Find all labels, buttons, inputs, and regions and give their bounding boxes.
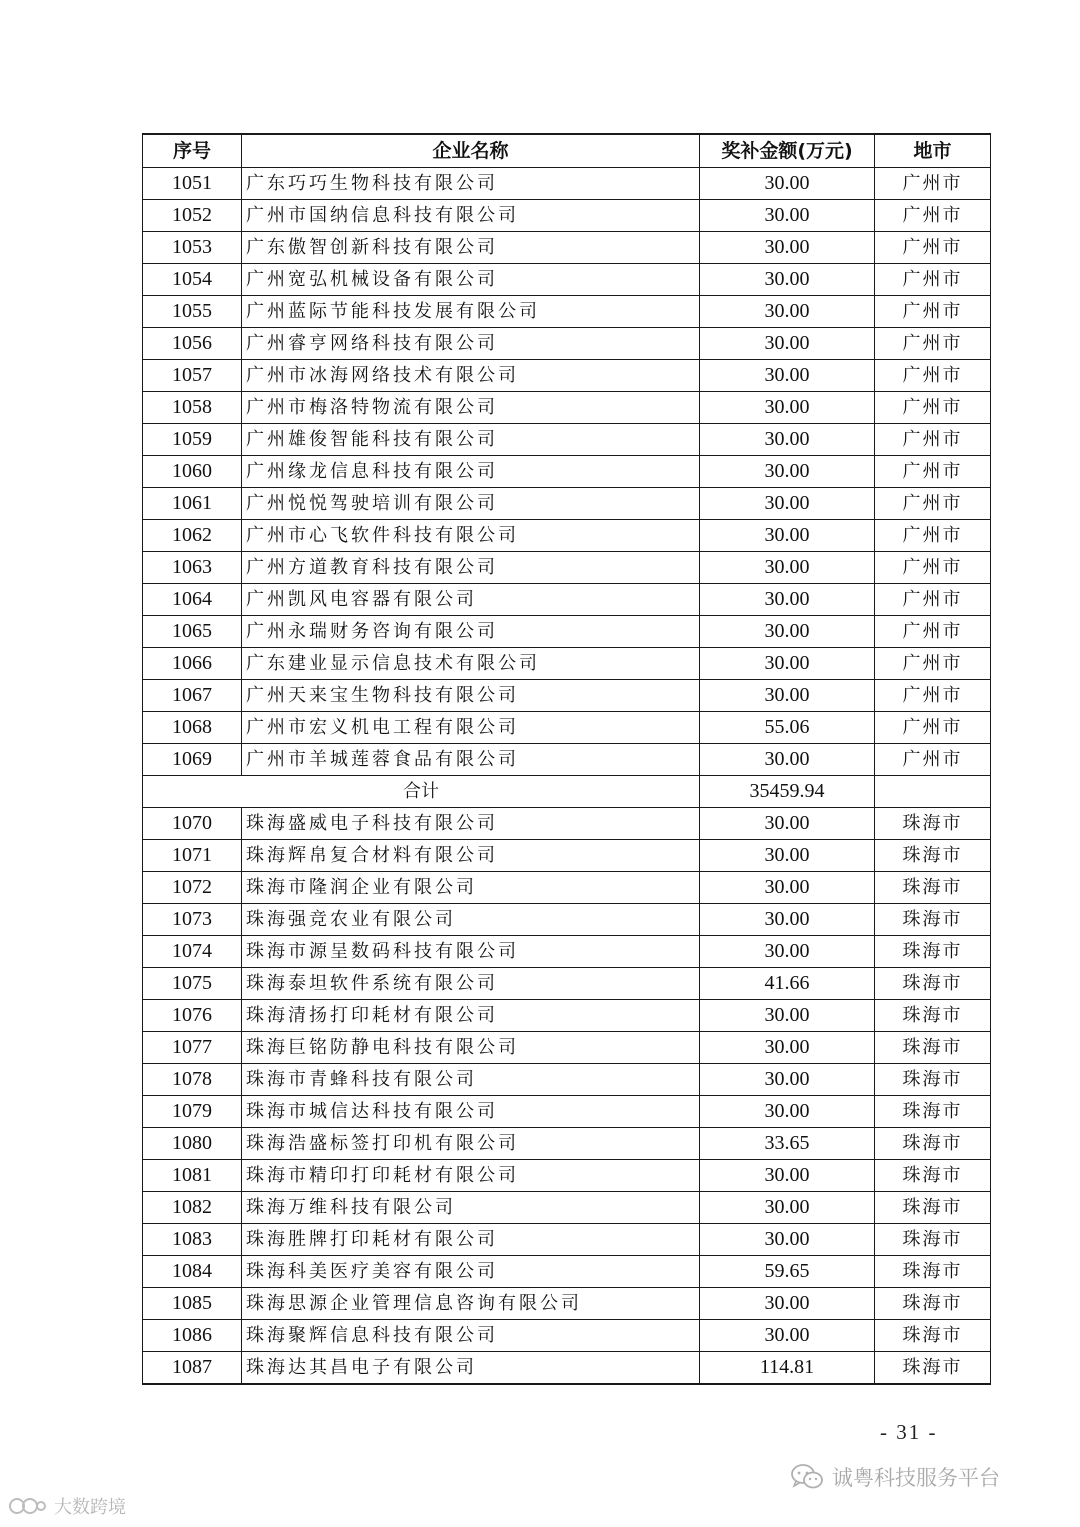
cell-company-name: 珠海科美医疗美容有限公司: [242, 1256, 700, 1288]
cell-city: 珠海市: [875, 872, 991, 904]
header-company-name: 企业名称: [242, 134, 700, 168]
cell-city: 珠海市: [875, 1128, 991, 1160]
cell-company-name: 珠海聚辉信息科技有限公司: [242, 1320, 700, 1352]
cell-city: 广州市: [875, 616, 991, 648]
table-row: [143, 360, 991, 392]
cell-company-name: 广州蓝际节能科技发展有限公司: [242, 296, 700, 328]
table-row: [143, 1064, 991, 1096]
cell-amount: 30.00: [700, 552, 875, 584]
subtotal-city-empty: [875, 776, 991, 808]
cell-no: 1070: [143, 808, 242, 840]
subtotal-row: [143, 776, 991, 808]
cell-city: 广州市: [875, 456, 991, 488]
cell-amount: 33.65: [700, 1128, 875, 1160]
table-row: [143, 1320, 991, 1352]
cell-amount: 30.00: [700, 1160, 875, 1192]
cell-city: 珠海市: [875, 1192, 991, 1224]
table-row: [143, 168, 991, 200]
cell-no: 1087: [143, 1352, 242, 1385]
cell-no: 1081: [143, 1160, 242, 1192]
cell-city: 广州市: [875, 200, 991, 232]
table-row: [143, 744, 991, 776]
cell-no: 1054: [143, 264, 242, 296]
cell-city: 珠海市: [875, 1064, 991, 1096]
table-row: [143, 1128, 991, 1160]
cell-company-name: 珠海市隆润企业有限公司: [242, 872, 700, 904]
cell-amount: 30.00: [700, 264, 875, 296]
cell-company-name: 珠海思源企业管理信息咨询有限公司: [242, 1288, 700, 1320]
table-row: [143, 648, 991, 680]
table-row: [143, 1256, 991, 1288]
cell-city: 广州市: [875, 584, 991, 616]
cell-city: 广州市: [875, 168, 991, 200]
cell-amount: 30.00: [700, 1288, 875, 1320]
cell-company-name: 广州悦悦驾驶培训有限公司: [242, 488, 700, 520]
cell-amount: 59.65: [700, 1256, 875, 1288]
cell-company-name: 珠海泰坦软件系统有限公司: [242, 968, 700, 1000]
cell-no: 1062: [143, 520, 242, 552]
cell-no: 1078: [143, 1064, 242, 1096]
table-row: [143, 1192, 991, 1224]
cell-city: 广州市: [875, 360, 991, 392]
table-row: [143, 616, 991, 648]
cell-amount: 30.00: [700, 456, 875, 488]
logo-icon: [8, 1494, 48, 1518]
cell-amount: 30.00: [700, 1320, 875, 1352]
table-row: [143, 968, 991, 1000]
cell-company-name: 广州市国纳信息科技有限公司: [242, 200, 700, 232]
cell-city: 珠海市: [875, 904, 991, 936]
cell-company-name: 广州宽弘机械设备有限公司: [242, 264, 700, 296]
cell-city: 广州市: [875, 648, 991, 680]
cell-company-name: 珠海巨铭防静电科技有限公司: [242, 1032, 700, 1064]
cell-no: 1080: [143, 1128, 242, 1160]
subtotal-amount: 35459.94: [700, 776, 875, 808]
table-body: [143, 168, 991, 1385]
cell-no: 1067: [143, 680, 242, 712]
header-no: 序号: [143, 134, 242, 168]
table-row: [143, 904, 991, 936]
table-row: [143, 1288, 991, 1320]
cell-no: 1071: [143, 840, 242, 872]
cell-city: 珠海市: [875, 968, 991, 1000]
cell-amount: 30.00: [700, 616, 875, 648]
table-row: [143, 1224, 991, 1256]
cell-company-name: 珠海市青蜂科技有限公司: [242, 1064, 700, 1096]
cell-amount: 30.00: [700, 1192, 875, 1224]
award-table: [142, 133, 991, 1385]
cell-city: 广州市: [875, 712, 991, 744]
cell-no: 1066: [143, 648, 242, 680]
subtotal-label: 合计: [143, 776, 700, 808]
cell-city: 珠海市: [875, 1032, 991, 1064]
cell-amount: 30.00: [700, 1000, 875, 1032]
cell-city: 广州市: [875, 264, 991, 296]
cell-amount: 30.00: [700, 904, 875, 936]
cell-city: 珠海市: [875, 1320, 991, 1352]
cell-amount: 30.00: [700, 1096, 875, 1128]
table-row: [143, 1000, 991, 1032]
cell-city: 珠海市: [875, 840, 991, 872]
table-row: [143, 936, 991, 968]
table-row: [143, 1032, 991, 1064]
cell-no: 1085: [143, 1288, 242, 1320]
cell-no: 1077: [143, 1032, 242, 1064]
header-amount: 奖补金额(万元): [700, 134, 875, 168]
table-row: [143, 1352, 991, 1385]
wechat-icon: [790, 1463, 824, 1491]
cell-city: 广州市: [875, 552, 991, 584]
cell-city: 广州市: [875, 232, 991, 264]
cell-company-name: 广州市宏义机电工程有限公司: [242, 712, 700, 744]
cell-company-name: 珠海辉帛复合材料有限公司: [242, 840, 700, 872]
cell-amount: 30.00: [700, 328, 875, 360]
watermark-brand-text: 大数跨境: [54, 1497, 126, 1518]
table-row: [143, 424, 991, 456]
table-row: [143, 872, 991, 904]
cell-amount: 30.00: [700, 936, 875, 968]
cell-city: 广州市: [875, 488, 991, 520]
table-row: [143, 488, 991, 520]
table-row: [143, 680, 991, 712]
cell-city: 珠海市: [875, 1224, 991, 1256]
cell-city: 广州市: [875, 744, 991, 776]
header-city: 地市: [875, 134, 991, 168]
cell-no: 1072: [143, 872, 242, 904]
cell-no: 1079: [143, 1096, 242, 1128]
cell-company-name: 珠海胜牌打印耗材有限公司: [242, 1224, 700, 1256]
cell-no: 1073: [143, 904, 242, 936]
table-row: [143, 264, 991, 296]
cell-city: 广州市: [875, 680, 991, 712]
cell-city: 广州市: [875, 392, 991, 424]
cell-city: 珠海市: [875, 1096, 991, 1128]
cell-amount: 30.00: [700, 808, 875, 840]
cell-amount: 30.00: [700, 1064, 875, 1096]
cell-company-name: 广州凯风电容器有限公司: [242, 584, 700, 616]
cell-amount: 30.00: [700, 200, 875, 232]
cell-company-name: 广东建业显示信息技术有限公司: [242, 648, 700, 680]
cell-amount: 30.00: [700, 680, 875, 712]
cell-company-name: 广州方道教育科技有限公司: [242, 552, 700, 584]
cell-no: 1064: [143, 584, 242, 616]
cell-no: 1060: [143, 456, 242, 488]
cell-no: 1052: [143, 200, 242, 232]
page-number: - 31 -: [880, 1420, 938, 1444]
cell-no: 1086: [143, 1320, 242, 1352]
cell-company-name: 广州雄俊智能科技有限公司: [242, 424, 700, 456]
cell-no: 1061: [143, 488, 242, 520]
cell-company-name: 广东傲智创新科技有限公司: [242, 232, 700, 264]
cell-city: 珠海市: [875, 1352, 991, 1385]
cell-city: 珠海市: [875, 1288, 991, 1320]
cell-no: 1057: [143, 360, 242, 392]
cell-company-name: 广州市羊城莲蓉食品有限公司: [242, 744, 700, 776]
cell-city: 广州市: [875, 328, 991, 360]
cell-amount: 114.81: [700, 1352, 875, 1385]
table-row: [143, 392, 991, 424]
cell-amount: 30.00: [700, 872, 875, 904]
cell-company-name: 广东巧巧生物科技有限公司: [242, 168, 700, 200]
table-row: [143, 232, 991, 264]
cell-company-name: 珠海达其昌电子有限公司: [242, 1352, 700, 1385]
cell-city: 珠海市: [875, 1256, 991, 1288]
cell-no: 1068: [143, 712, 242, 744]
cell-company-name: 珠海市源呈数码科技有限公司: [242, 936, 700, 968]
cell-no: 1069: [143, 744, 242, 776]
cell-no: 1056: [143, 328, 242, 360]
table-row: [143, 456, 991, 488]
cell-company-name: 珠海市城信达科技有限公司: [242, 1096, 700, 1128]
cell-amount: 30.00: [700, 392, 875, 424]
cell-no: 1082: [143, 1192, 242, 1224]
cell-company-name: 珠海市精印打印耗材有限公司: [242, 1160, 700, 1192]
watermark-platform-text: 诚粤科技服务平台: [832, 1466, 1000, 1490]
cell-company-name: 珠海强竞农业有限公司: [242, 904, 700, 936]
cell-amount: 30.00: [700, 296, 875, 328]
cell-amount: 55.06: [700, 712, 875, 744]
cell-amount: 41.66: [700, 968, 875, 1000]
cell-city: 珠海市: [875, 936, 991, 968]
cell-company-name: 珠海万维科技有限公司: [242, 1192, 700, 1224]
cell-company-name: 广州缘龙信息科技有限公司: [242, 456, 700, 488]
cell-city: 广州市: [875, 520, 991, 552]
cell-company-name: 珠海清扬打印耗材有限公司: [242, 1000, 700, 1032]
table-row: [143, 200, 991, 232]
watermark-platform: [790, 1462, 1000, 1492]
cell-amount: 30.00: [700, 232, 875, 264]
table-row: [143, 840, 991, 872]
cell-city: 广州市: [875, 296, 991, 328]
cell-company-name: 广州市冰海网络技术有限公司: [242, 360, 700, 392]
cell-city: 广州市: [875, 424, 991, 456]
cell-no: 1063: [143, 552, 242, 584]
table-row: [143, 552, 991, 584]
cell-company-name: 珠海浩盛标签打印机有限公司: [242, 1128, 700, 1160]
cell-amount: 30.00: [700, 488, 875, 520]
cell-amount: 30.00: [700, 744, 875, 776]
cell-no: 1084: [143, 1256, 242, 1288]
cell-no: 1051: [143, 168, 242, 200]
cell-no: 1058: [143, 392, 242, 424]
cell-city: 珠海市: [875, 1160, 991, 1192]
cell-company-name: 广州睿亨网络科技有限公司: [242, 328, 700, 360]
cell-no: 1053: [143, 232, 242, 264]
cell-amount: 30.00: [700, 648, 875, 680]
cell-company-name: 广州市梅洛特物流有限公司: [242, 392, 700, 424]
table-row: [143, 584, 991, 616]
table-row: [143, 520, 991, 552]
cell-amount: 30.00: [700, 584, 875, 616]
cell-no: 1074: [143, 936, 242, 968]
cell-no: 1065: [143, 616, 242, 648]
cell-amount: 30.00: [700, 1224, 875, 1256]
cell-company-name: 珠海盛威电子科技有限公司: [242, 808, 700, 840]
table-row: [143, 808, 991, 840]
cell-no: 1055: [143, 296, 242, 328]
cell-amount: 30.00: [700, 424, 875, 456]
cell-no: 1059: [143, 424, 242, 456]
cell-company-name: 广州市心飞软件科技有限公司: [242, 520, 700, 552]
table-header-row: [143, 134, 991, 168]
table-row: [143, 1160, 991, 1192]
cell-no: 1083: [143, 1224, 242, 1256]
cell-amount: 30.00: [700, 360, 875, 392]
cell-company-name: 广州天来宝生物科技有限公司: [242, 680, 700, 712]
cell-no: 1076: [143, 1000, 242, 1032]
cell-amount: 30.00: [700, 1032, 875, 1064]
table-row: [143, 712, 991, 744]
table-row: [143, 1096, 991, 1128]
cell-city: 珠海市: [875, 1000, 991, 1032]
watermark-brand: [8, 1492, 126, 1520]
table-row: [143, 296, 991, 328]
cell-amount: 30.00: [700, 520, 875, 552]
cell-city: 珠海市: [875, 808, 991, 840]
cell-company-name: 广州永瑞财务咨询有限公司: [242, 616, 700, 648]
cell-no: 1075: [143, 968, 242, 1000]
cell-amount: 30.00: [700, 168, 875, 200]
cell-amount: 30.00: [700, 840, 875, 872]
table-row: [143, 328, 991, 360]
